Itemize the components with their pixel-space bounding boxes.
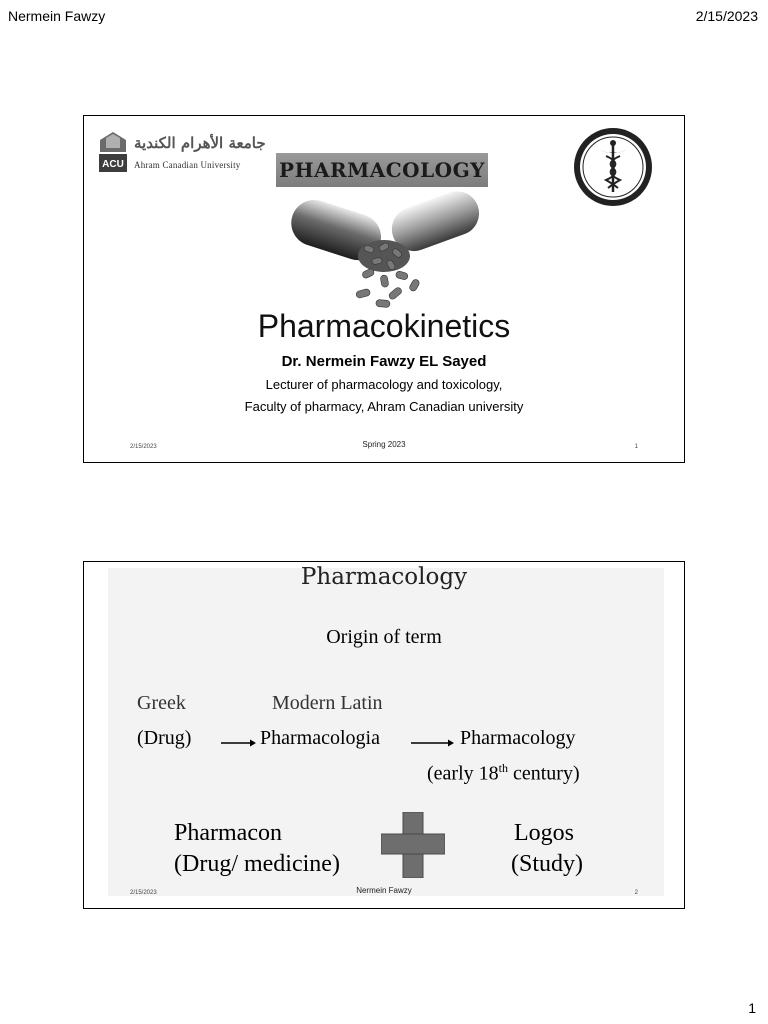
modern-latin-label: Modern Latin	[272, 692, 383, 714]
university-crest-icon	[96, 130, 130, 176]
plus-icon	[381, 812, 445, 878]
slide-title: Pharmacology	[300, 564, 468, 590]
faculty-emblem-icon	[572, 126, 654, 208]
svg-text:ACU: ACU	[102, 159, 124, 170]
author-name: Dr. Nermein Fawzy EL Sayed	[281, 353, 487, 370]
arrow-right-icon	[411, 738, 454, 748]
slide-subtitle: Origin of term	[326, 626, 442, 648]
pharmacon-term: Pharmacon	[174, 820, 282, 846]
slide-thumbnail-2[interactable]	[83, 561, 685, 909]
university-logo	[96, 130, 266, 178]
page-number: 1	[748, 1000, 756, 1016]
page-header-author: Nermein Fawzy	[8, 8, 106, 24]
page-header-date: 2/15/2023	[695, 8, 758, 24]
slide-thumbnail-1[interactable]	[83, 115, 685, 463]
greek-label: Greek	[137, 692, 186, 714]
slide-footer-date: 2/15/2023	[130, 890, 157, 896]
slide-footer-number: 2	[634, 890, 638, 896]
slide-footer-date: 2/15/2023	[130, 444, 157, 450]
author-affiliation: Faculty of pharmacy, Ahram Canadian university	[244, 399, 524, 414]
university-name-arabic: جامعة الأهرام الكندية	[134, 134, 266, 152]
arrow-right-icon	[221, 738, 256, 748]
slide-footer-number: 1	[634, 444, 638, 450]
pharmacologia-term: Pharmacologia	[260, 727, 380, 749]
slide-title: Pharmacokinetics	[257, 308, 511, 344]
pharmacology-banner	[276, 153, 488, 187]
slide-footer-center: Spring 2023	[362, 440, 406, 449]
capsule-pills-icon	[284, 186, 484, 316]
drug-term: (Drug)	[137, 727, 192, 749]
banner-text: PHARMACOLOGY	[279, 158, 485, 182]
logos-term: Logos	[514, 820, 574, 846]
century-note: (early 18th century)	[427, 761, 580, 785]
drug-medicine-term: (Drug/ medicine)	[174, 851, 340, 877]
pharmacology-term: Pharmacology	[460, 727, 576, 749]
slide-footer-center: Nermein Fawzy	[356, 886, 412, 895]
author-role: Lecturer of pharmacology and toxicology,	[265, 377, 503, 392]
study-term: (Study)	[511, 851, 583, 877]
university-name-english: Ahram Canadian University	[134, 160, 241, 170]
